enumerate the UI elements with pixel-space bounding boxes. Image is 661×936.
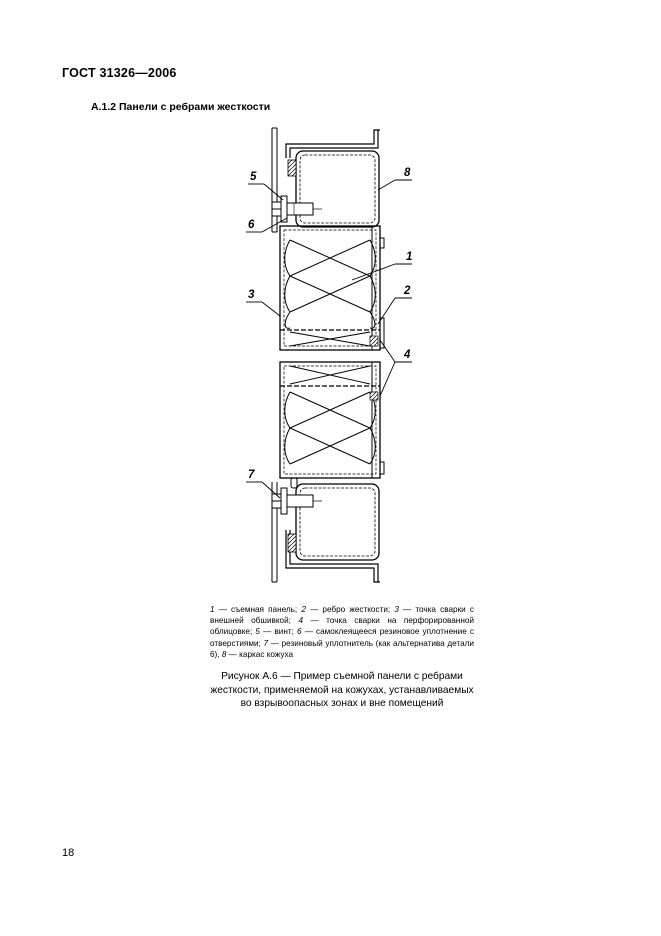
legend-text: — съемная панель; [214, 605, 302, 614]
legend-num: 2 [301, 605, 306, 614]
standard-header: ГОСТ 31326—2006 [62, 66, 177, 80]
legend-text: — самоклеящееся резиновое уплотнение с отверстиями; [210, 627, 474, 648]
legend-num: 6 [297, 627, 302, 637]
frame-top [286, 130, 380, 158]
legend-num: 3 [394, 605, 399, 614]
legend-text: — резиновый уплотнитель (как альтернатива детали 6), [210, 638, 474, 659]
legend-text: — винт; [259, 627, 297, 637]
gasket-top [288, 160, 296, 176]
legend-text: — точка сварки с внешней обшивкой; [210, 605, 474, 626]
section-title: А.1.2 Панели с ребрами жесткости [91, 101, 271, 113]
legend-num: 5 [255, 627, 260, 637]
legend-text: — каркас кожуха [226, 649, 294, 659]
callout-4: 4 [404, 349, 411, 361]
callout-7: 7 [248, 469, 255, 481]
outer-wall [272, 128, 277, 582]
figure-legend [210, 604, 474, 660]
legend-text: — точка сварки на перфорированной облицовке; [210, 616, 474, 637]
gasket-bottom [288, 534, 296, 552]
callout-8: 8 [404, 167, 411, 179]
panel-upper [280, 226, 384, 350]
callout-1: 1 [406, 251, 413, 263]
figure-caption: Рисунок А.6 — Пример съемной панели с ребрами жесткости, применяемой на кожухах, устанавливаемых во взрывоопасных зонах и вне помещений [210, 671, 474, 710]
legend-num: 1 [210, 605, 215, 614]
callout-3: 3 [248, 289, 255, 301]
legend-num: 8 [221, 649, 227, 659]
callout-5: 5 [250, 171, 257, 183]
panel-lower [280, 362, 384, 478]
legend-num: 4 [298, 616, 303, 626]
screw-top [272, 196, 322, 222]
callout-2: 2 [404, 285, 411, 297]
legend-num: 7 [263, 638, 269, 648]
frame-box-top [296, 151, 379, 227]
legend-text: — ребро жесткости; [305, 605, 395, 614]
page-number: 18 [62, 847, 75, 859]
callout-6: 6 [248, 219, 255, 231]
